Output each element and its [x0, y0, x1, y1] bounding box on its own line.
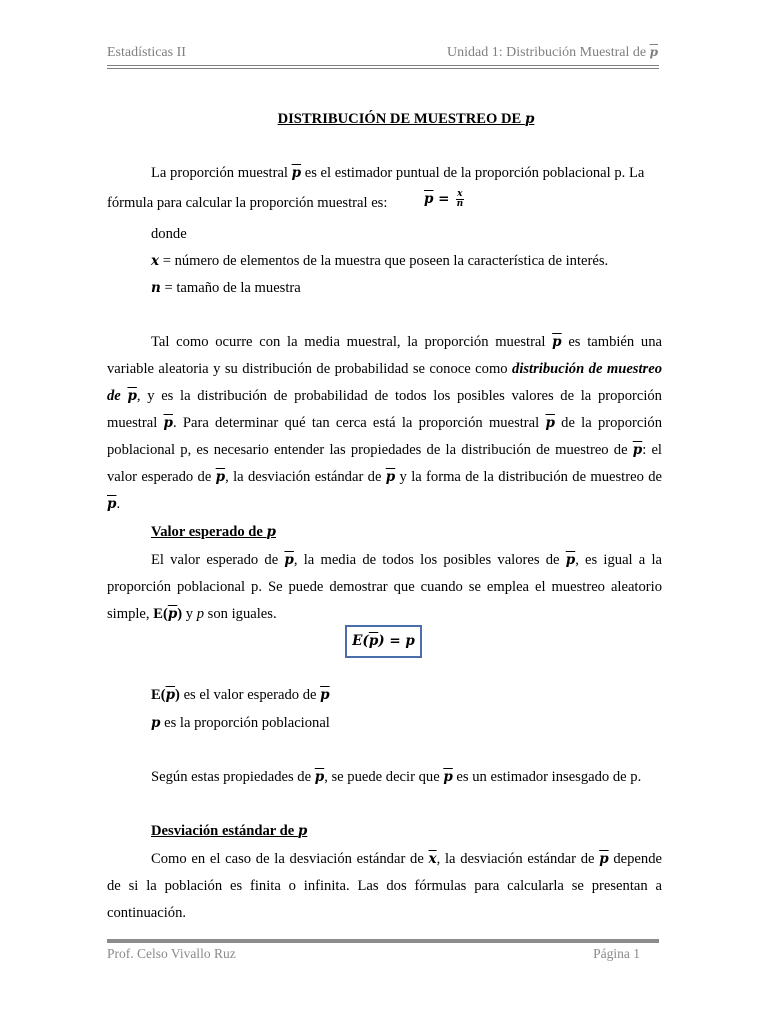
header-course: Estadísticas II: [107, 45, 186, 60]
x-definition: x = número de elementos de la muestra que poseen la característica de interés.: [151, 253, 609, 269]
desv-line-1: Como en el caso de la desviación estándar de $\overline{x}$, la desviación estándar de $\overline{p}$ depende: [151, 851, 662, 867]
intro-line-1: La proporción muestral $\overline{p}$ es el estimador puntual de la proporción poblacional p. La: [151, 165, 645, 181]
n-definition: n = tamaño de la muestra: [151, 280, 301, 296]
para2-line-1: Tal como ocurre con la media muestral, la proporción muestral $\overline{p}$ es también una: [151, 334, 662, 350]
para2-line-2: variable aleatoria y su distribución de probabilidad se conoce como distribución de muestreo: [107, 361, 662, 377]
expected-value-formula: $E(\overline{p}) = p$: [352, 633, 415, 649]
valor-esperado-heading: Valor esperado de p: [151, 524, 276, 540]
p-definition: p es la proporción poblacional: [151, 715, 330, 731]
page-title: DISTRIBUCIÓN DE MUESTREO DE p: [277, 111, 535, 127]
header-unit: Unidad 1: Distribución Muestral de $\overline{p}$: [447, 45, 658, 60]
footer-rule: [107, 939, 659, 943]
valor-line-1: El valor esperado de $\overline{p}$, la media de todos los posibles valores de $\overline{p}$, es igual a la: [151, 552, 663, 568]
valor-line-3: simple, $E(\overline{p})$ y p son iguales.: [107, 606, 277, 622]
intro-line-2: fórmula para calcular la proporción muestral es:: [107, 195, 388, 211]
desv-line-3: continuación.: [107, 905, 187, 921]
header-rule: [107, 65, 659, 69]
para2-line-7: $\overline{p}$.: [107, 496, 121, 512]
para2-line-5: poblacional p, es necesario entender las propiedades de la distribución de muestreo de $\overline{p}$: el: [107, 442, 662, 458]
desviacion-heading: Desviación estándar de p: [151, 823, 308, 839]
donde-label: donde: [151, 226, 187, 242]
para2-line-6: valor esperado de $\overline{p}$, la desviación estándar de $\overline{p}$ y la forma de la distribución de muestreo de: [107, 469, 662, 485]
footer-author: Prof. Celso Vivallo Ruz: [107, 946, 236, 961]
proportion-formula: $\overline{p}$ = $\frac{x}{n}$: [424, 189, 464, 210]
para2-line-3: de $\overline{p}$, y es la distribución de probabilidad de todos los posibles valores de la proporción: [107, 388, 662, 404]
desv-line-2: de si la población es finita o infinita. Las dos fórmulas para calcularla se presentan a: [107, 878, 662, 894]
page-number: Página 1: [593, 946, 640, 961]
e-definition: $E(\overline{p})$ es el valor esperado de $\overline{p}$: [151, 687, 330, 703]
segun-line: Según estas propiedades de $\overline{p}$, se puede decir que $\overline{p}$ es un estimador insesgado de p.: [151, 769, 642, 785]
expected-value-formula-box: [345, 625, 422, 658]
valor-line-2: proporción poblacional p. Se puede demostrar que cuando se emplea el muestreo aleatorio: [107, 579, 662, 595]
para2-line-4: muestral $\overline{p}$. Para determinar qué tan cerca está la proporción muestral $\overline{p}$ de la proporción: [107, 415, 662, 431]
